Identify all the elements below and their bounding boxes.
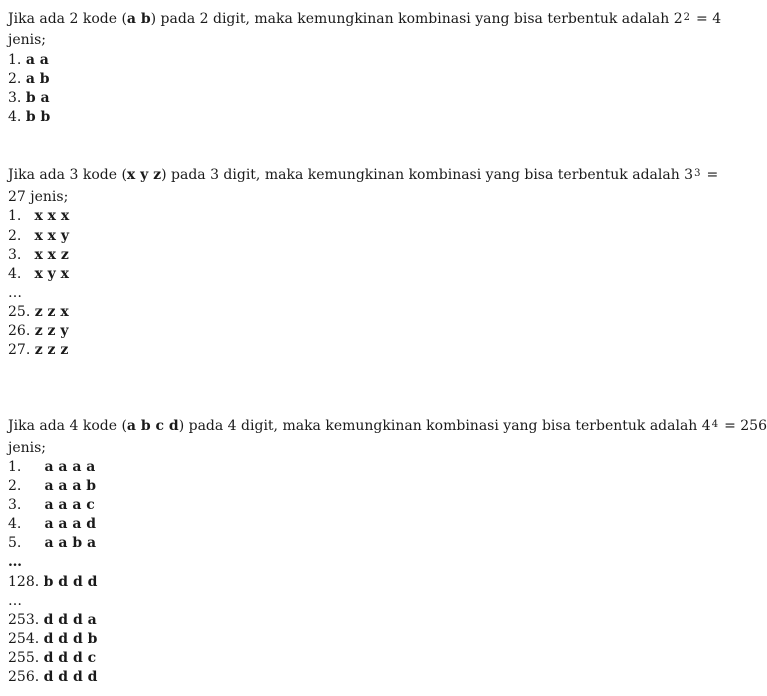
list-item: 3. b a — [8, 90, 50, 106]
power-base: 3 — [684, 167, 694, 183]
list-item: 26. z z y — [8, 323, 69, 339]
list-item: 1. a a — [8, 52, 49, 68]
ellipsis: … — [8, 285, 22, 301]
section1-intro-cont: jenis; — [8, 32, 47, 48]
intro-text: ) pada 2 digit, maka kemungkinan kombinasi yang bisa terbentuk adalah — [150, 11, 674, 27]
section3-intro-cont: jenis; — [8, 440, 47, 456]
list-item: 25. z z x — [8, 304, 69, 320]
list-item: 4. b b — [8, 109, 51, 125]
list-item: 256. d d d d — [8, 669, 98, 685]
intro-result: = — [706, 167, 719, 183]
section2-intro-cont: 27 jenis; — [8, 189, 69, 205]
list-item: 2. a a a b — [8, 478, 97, 494]
list-item: 1. x x x — [8, 208, 70, 224]
list-item: 5. a a b a — [8, 535, 97, 551]
list-item: 4. a a a d — [8, 516, 97, 532]
ellipsis: … — [8, 554, 22, 570]
list-item: 128. b d d d — [8, 574, 98, 590]
codes: a b — [126, 11, 151, 27]
power-exponent: 2 — [683, 12, 691, 23]
power-base: 4 — [701, 418, 711, 434]
codes: a b c d — [126, 418, 179, 434]
list-item: 4. x y x — [8, 266, 70, 282]
list-item: 27. z z z — [8, 342, 69, 358]
list-item: 3. a a a c — [8, 497, 95, 513]
list-item: 1. a a a a — [8, 459, 96, 475]
section3-intro: Jika ada 4 kode (a b c d) pada 4 digit, maka kemungkinan kombinasi yang bisa terbentuk adalah $4^4 = 256$ — [8, 418, 767, 434]
intro-text: Jika ada 2 kode ( — [8, 11, 127, 27]
ellipsis: … — [8, 593, 22, 609]
list-item: 253. d d d a — [8, 612, 97, 628]
section1-intro — [8, 10, 721, 30]
codes: x y z — [126, 167, 162, 183]
intro-result: = 256 — [724, 418, 767, 434]
list-item: 255. d d d c — [8, 650, 97, 666]
section2-intro: Jika ada 3 kode (x y z) pada 3 digit, maka kemungkinan kombinasi yang bisa terbentuk adalah $3^3$ = — [8, 167, 719, 183]
power-exponent: 3 — [694, 168, 701, 179]
power-base: 2 — [673, 11, 683, 27]
power-exponent: 4 — [711, 419, 719, 430]
list-item: 2. x x y — [8, 228, 70, 244]
list-item: 3. x x z — [8, 247, 69, 263]
list-item: 2. a b — [8, 71, 50, 87]
list-item: 254. d d d b — [8, 631, 98, 647]
intro-result: = 4 — [696, 11, 722, 27]
